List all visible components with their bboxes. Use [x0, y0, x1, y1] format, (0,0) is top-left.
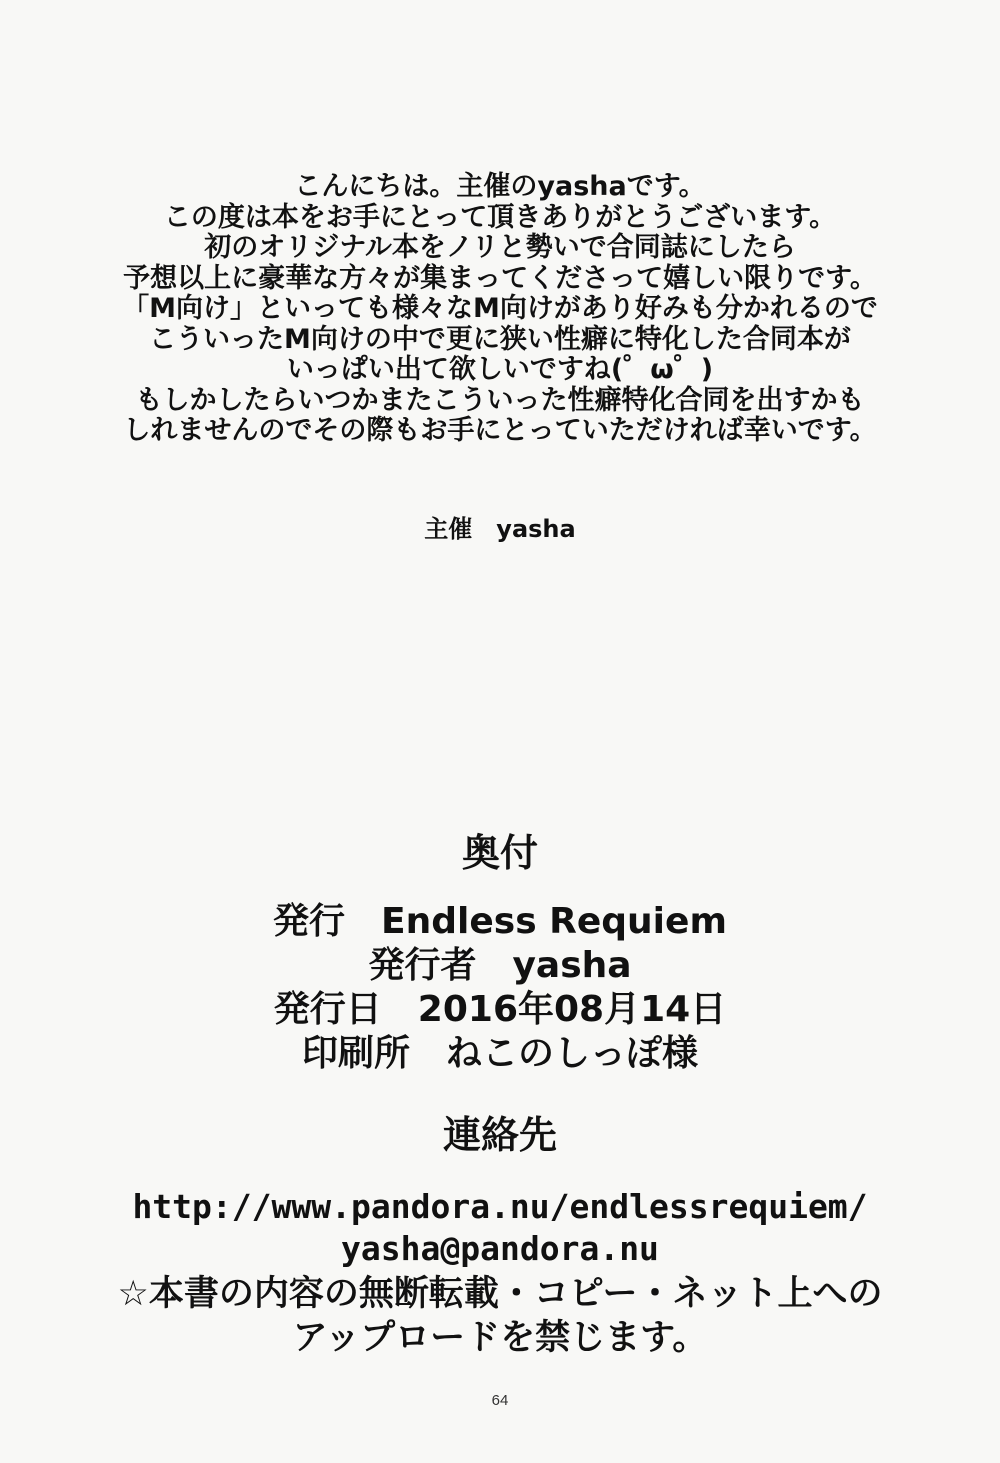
message-line: しれませんのでその際もお手にとっていただければ幸いです。	[123, 415, 877, 446]
colophon-issuer: 発行者 yasha	[368, 945, 632, 986]
contact-email: yasha@pandora.nu	[341, 1229, 659, 1268]
colophon-date: 発行日 2016年08月14日	[273, 989, 727, 1030]
colophon-heading: 奥付	[461, 831, 538, 875]
organizer-signature: 主催 yasha	[424, 515, 576, 543]
copyright-notice	[0, 1272, 1000, 1360]
message-line: こんにちは。主催のyashaです。	[294, 171, 706, 202]
message-line: 初のオリジナル本をノリと勢いで合同誌にしたら	[204, 232, 796, 263]
contact-url: http://www.pandora.nu/endlessrequiem/	[132, 1187, 868, 1226]
page-number: 64	[491, 1392, 509, 1409]
colophon-details	[0, 900, 1000, 1076]
message-line: もしかしたらいつかまたこういった性癖特化合同を出すかも	[135, 384, 865, 416]
colophon-publisher: 発行 Endless Requiem	[273, 901, 727, 942]
message-line: 予想以上に豪華な方々が集まってくださって嬉しい限りです。	[123, 262, 877, 294]
message-line: いっぱい出て欲しいですね(゜ω゜)	[286, 354, 714, 385]
message-line: この度は本をお手にとって頂きありがとうございます。	[163, 201, 837, 233]
afterword-message	[20, 172, 980, 447]
contact-details	[0, 1186, 1000, 1270]
contact-heading: 連絡先	[442, 1113, 557, 1157]
notice-line: ☆本書の内容の無断転載・コピー・ネット上への	[117, 1274, 883, 1314]
notice-line: アップロードを禁じます。	[292, 1318, 708, 1358]
message-line: こういったM向けの中で更に狭い性癖に特化した合同本が	[149, 323, 851, 355]
colophon-printer: 印刷所 ねこのしっぽ様	[301, 1033, 698, 1074]
message-line: 「M向け」といっても様々なM向けがあり好みも分かれるので	[122, 293, 878, 324]
